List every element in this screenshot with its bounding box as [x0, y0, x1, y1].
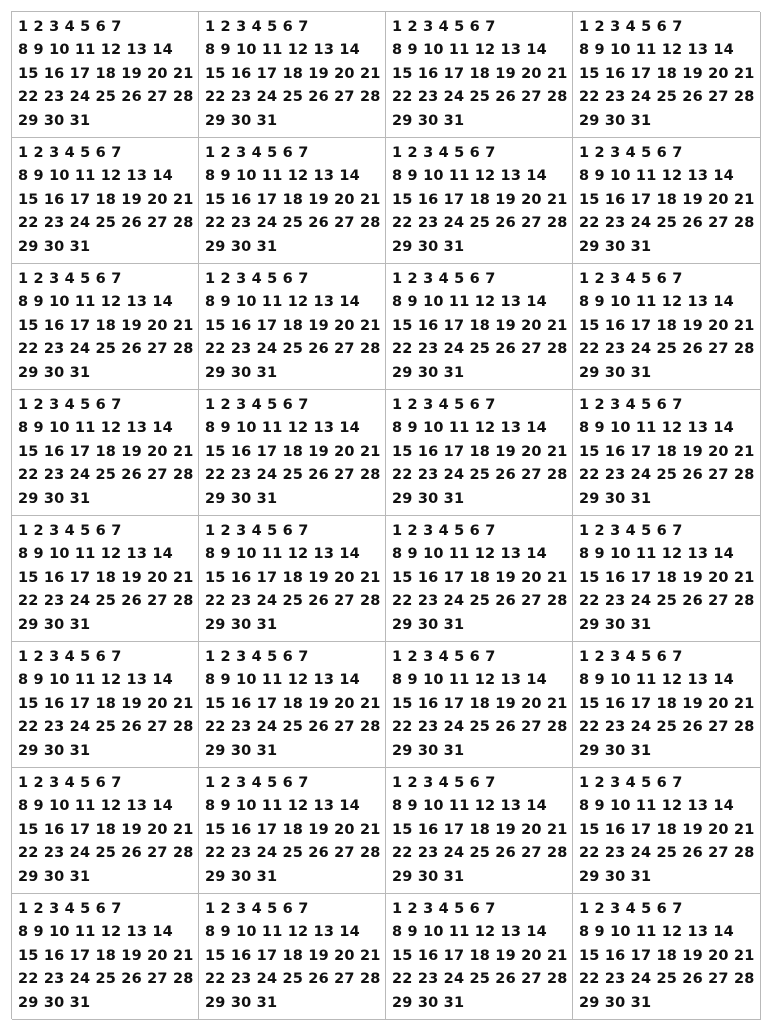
calendar-day-row: 1 2 3 4 5 6 7 — [392, 775, 496, 791]
calendar-card — [573, 894, 761, 1020]
calendar-day-row: 29 30 31 — [392, 238, 465, 255]
calendar-card — [386, 642, 573, 768]
calendar-day-row: 1 2 3 4 5 6 7 — [579, 271, 683, 287]
calendar-day-row: 22 23 24 25 26 27 28 — [392, 215, 568, 232]
calendar-day-row: 29 30 31 — [392, 490, 465, 507]
calendar-day-row: 1 2 3 4 5 6 7 — [579, 775, 683, 791]
calendar-card — [573, 642, 761, 768]
calendar-day-row: 1 2 3 4 5 6 7 — [205, 775, 309, 791]
calendar-day-row: 22 23 24 25 26 27 28 — [205, 215, 381, 232]
calendar-day-row: 8 9 10 11 12 13 14 — [579, 42, 734, 59]
calendar-day-row: 15 16 17 18 19 20 21 — [18, 443, 194, 460]
calendar-day-row: 22 23 24 25 26 27 28 — [18, 467, 194, 484]
calendar-day-row: 22 23 24 25 26 27 28 — [579, 971, 755, 988]
calendar-day-row: 22 23 24 25 26 27 28 — [579, 467, 755, 484]
calendar-day-row: 8 9 10 11 12 13 14 — [392, 42, 547, 59]
calendar-day-row: 15 16 17 18 19 20 21 — [18, 821, 194, 838]
calendar-day-row: 15 16 17 18 19 20 21 — [205, 695, 381, 712]
calendar-day-row: 22 23 24 25 26 27 28 — [18, 215, 194, 232]
calendar-day-row: 1 2 3 4 5 6 7 — [205, 397, 309, 413]
calendar-day-row: 29 30 31 — [579, 238, 652, 255]
calendar-day-row: 1 2 3 4 5 6 7 — [392, 901, 496, 917]
calendar-day-row: 15 16 17 18 19 20 21 — [579, 65, 755, 82]
calendar-day-row: 29 30 31 — [392, 742, 465, 759]
calendar-day-row: 22 23 24 25 26 27 28 — [579, 593, 755, 610]
calendar-day-row: 29 30 31 — [579, 490, 652, 507]
calendar-day-row: 15 16 17 18 19 20 21 — [205, 821, 381, 838]
calendar-day-row: 22 23 24 25 26 27 28 — [392, 467, 568, 484]
calendar-card — [573, 516, 761, 642]
calendar-day-row: 1 2 3 4 5 6 7 — [579, 145, 683, 161]
calendar-day-row: 1 2 3 4 5 6 7 — [392, 19, 496, 35]
calendar-day-row: 8 9 10 11 12 13 14 — [579, 546, 734, 563]
calendar-day-row: 29 30 31 — [205, 364, 278, 381]
calendar-card — [199, 894, 386, 1020]
calendar-day-row: 8 9 10 11 12 13 14 — [205, 924, 360, 941]
calendar-card — [386, 768, 573, 894]
calendar-day-row: 1 2 3 4 5 6 7 — [205, 145, 309, 161]
calendar-day-row: 22 23 24 25 26 27 28 — [205, 971, 381, 988]
calendar-day-row: 22 23 24 25 26 27 28 — [205, 593, 381, 610]
calendar-day-row: 29 30 31 — [392, 112, 465, 129]
calendar-day-row: 8 9 10 11 12 13 14 — [205, 546, 360, 563]
calendar-day-row: 8 9 10 11 12 13 14 — [392, 672, 547, 689]
calendar-day-row: 29 30 31 — [579, 364, 652, 381]
calendar-card — [573, 264, 761, 390]
calendar-day-row: 1 2 3 4 5 6 7 — [579, 523, 683, 539]
calendar-day-row: 8 9 10 11 12 13 14 — [392, 924, 547, 941]
calendar-day-row: 1 2 3 4 5 6 7 — [18, 145, 122, 161]
calendar-day-row: 8 9 10 11 12 13 14 — [205, 420, 360, 437]
calendar-day-row: 15 16 17 18 19 20 21 — [18, 191, 194, 208]
calendar-day-row: 22 23 24 25 26 27 28 — [392, 719, 568, 736]
calendar-day-row: 15 16 17 18 19 20 21 — [579, 947, 755, 964]
calendar-day-row: 22 23 24 25 26 27 28 — [18, 971, 194, 988]
calendar-day-row: 29 30 31 — [205, 994, 278, 1011]
calendar-day-row: 1 2 3 4 5 6 7 — [579, 901, 683, 917]
calendar-day-row: 29 30 31 — [205, 490, 278, 507]
calendar-day-row: 1 2 3 4 5 6 7 — [18, 649, 122, 665]
calendar-day-row: 8 9 10 11 12 13 14 — [205, 42, 360, 59]
calendar-day-row: 1 2 3 4 5 6 7 — [18, 19, 122, 35]
calendar-day-row: 1 2 3 4 5 6 7 — [205, 649, 309, 665]
calendar-day-row: 15 16 17 18 19 20 21 — [205, 947, 381, 964]
calendar-day-row: 29 30 31 — [205, 616, 278, 633]
calendar-day-row: 8 9 10 11 12 13 14 — [579, 168, 734, 185]
calendar-day-row: 29 30 31 — [18, 868, 91, 885]
calendar-day-row: 29 30 31 — [18, 490, 91, 507]
calendar-day-row: 1 2 3 4 5 6 7 — [392, 271, 496, 287]
calendar-day-row: 1 2 3 4 5 6 7 — [18, 271, 122, 287]
calendar-day-row: 15 16 17 18 19 20 21 — [205, 191, 381, 208]
calendar-day-row: 8 9 10 11 12 13 14 — [579, 798, 734, 815]
calendar-day-row: 15 16 17 18 19 20 21 — [205, 65, 381, 82]
calendar-day-row: 15 16 17 18 19 20 21 — [579, 191, 755, 208]
calendar-day-row: 1 2 3 4 5 6 7 — [579, 19, 683, 35]
calendar-day-row: 8 9 10 11 12 13 14 — [18, 546, 173, 563]
calendar-day-row: 8 9 10 11 12 13 14 — [18, 42, 173, 59]
calendar-day-row: 15 16 17 18 19 20 21 — [18, 65, 194, 82]
calendar-day-row: 1 2 3 4 5 6 7 — [392, 523, 496, 539]
calendar-day-row: 1 2 3 4 5 6 7 — [205, 523, 309, 539]
calendar-day-row: 15 16 17 18 19 20 21 — [205, 317, 381, 334]
calendar-day-row: 29 30 31 — [18, 742, 91, 759]
calendar-day-row: 15 16 17 18 19 20 21 — [392, 65, 568, 82]
calendar-day-row: 8 9 10 11 12 13 14 — [18, 924, 173, 941]
calendar-day-row: 1 2 3 4 5 6 7 — [18, 523, 122, 539]
calendar-day-row: 22 23 24 25 26 27 28 — [392, 845, 568, 862]
calendar-day-row: 8 9 10 11 12 13 14 — [579, 294, 734, 311]
calendar-day-row: 29 30 31 — [392, 994, 465, 1011]
calendar-day-row: 1 2 3 4 5 6 7 — [392, 397, 496, 413]
calendar-day-row: 15 16 17 18 19 20 21 — [579, 317, 755, 334]
calendar-day-row: 29 30 31 — [205, 868, 278, 885]
calendar-day-row: 22 23 24 25 26 27 28 — [205, 467, 381, 484]
calendar-day-row: 29 30 31 — [579, 742, 652, 759]
calendar-card — [199, 12, 386, 138]
calendar-day-row: 29 30 31 — [392, 868, 465, 885]
calendar-day-row: 22 23 24 25 26 27 28 — [392, 593, 568, 610]
calendar-card — [573, 390, 761, 516]
calendar-day-row: 22 23 24 25 26 27 28 — [579, 89, 755, 106]
calendar-day-row: 8 9 10 11 12 13 14 — [579, 924, 734, 941]
calendar-day-row: 15 16 17 18 19 20 21 — [392, 821, 568, 838]
calendar-day-row: 22 23 24 25 26 27 28 — [205, 845, 381, 862]
calendar-day-row: 8 9 10 11 12 13 14 — [18, 420, 173, 437]
calendar-card — [12, 390, 199, 516]
calendar-day-row: 1 2 3 4 5 6 7 — [392, 145, 496, 161]
calendar-day-row: 29 30 31 — [18, 616, 91, 633]
calendar-day-row: 8 9 10 11 12 13 14 — [18, 798, 173, 815]
calendar-day-row: 15 16 17 18 19 20 21 — [392, 695, 568, 712]
calendar-card — [199, 768, 386, 894]
calendar-card — [573, 768, 761, 894]
calendar-day-row: 22 23 24 25 26 27 28 — [579, 215, 755, 232]
calendar-day-row: 15 16 17 18 19 20 21 — [205, 569, 381, 586]
calendar-day-row: 1 2 3 4 5 6 7 — [392, 649, 496, 665]
calendar-day-row: 15 16 17 18 19 20 21 — [579, 443, 755, 460]
calendar-day-row: 29 30 31 — [392, 364, 465, 381]
calendar-day-row: 1 2 3 4 5 6 7 — [579, 649, 683, 665]
calendar-day-row: 29 30 31 — [18, 994, 91, 1011]
calendar-day-row: 15 16 17 18 19 20 21 — [18, 695, 194, 712]
calendar-day-row: 22 23 24 25 26 27 28 — [18, 341, 194, 358]
calendar-card — [12, 12, 199, 138]
calendar-card — [12, 894, 199, 1020]
calendar-day-row: 15 16 17 18 19 20 21 — [579, 695, 755, 712]
calendar-day-row: 8 9 10 11 12 13 14 — [205, 672, 360, 689]
calendar-day-row: 29 30 31 — [579, 112, 652, 129]
calendar-day-row: 29 30 31 — [579, 868, 652, 885]
calendar-day-row: 22 23 24 25 26 27 28 — [392, 971, 568, 988]
calendar-card — [12, 768, 199, 894]
calendar-card-sheet — [11, 11, 760, 1019]
calendar-day-row: 15 16 17 18 19 20 21 — [392, 443, 568, 460]
calendar-card — [386, 390, 573, 516]
calendar-day-row: 8 9 10 11 12 13 14 — [205, 168, 360, 185]
calendar-day-row: 22 23 24 25 26 27 28 — [392, 89, 568, 106]
calendar-day-row: 22 23 24 25 26 27 28 — [18, 89, 194, 106]
calendar-day-row: 8 9 10 11 12 13 14 — [18, 294, 173, 311]
calendar-card — [199, 264, 386, 390]
calendar-card — [199, 642, 386, 768]
calendar-card — [386, 264, 573, 390]
calendar-day-row: 15 16 17 18 19 20 21 — [18, 569, 194, 586]
calendar-day-row: 15 16 17 18 19 20 21 — [392, 317, 568, 334]
calendar-day-row: 15 16 17 18 19 20 21 — [392, 569, 568, 586]
calendar-day-row: 29 30 31 — [18, 364, 91, 381]
calendar-card — [573, 138, 761, 264]
calendar-day-row: 8 9 10 11 12 13 14 — [392, 546, 547, 563]
calendar-day-row: 15 16 17 18 19 20 21 — [205, 443, 381, 460]
calendar-day-row: 8 9 10 11 12 13 14 — [579, 420, 734, 437]
calendar-day-row: 8 9 10 11 12 13 14 — [579, 672, 734, 689]
calendar-day-row: 29 30 31 — [205, 238, 278, 255]
calendar-card — [199, 516, 386, 642]
calendar-day-row: 22 23 24 25 26 27 28 — [392, 341, 568, 358]
calendar-card — [12, 642, 199, 768]
calendar-day-row: 1 2 3 4 5 6 7 — [205, 271, 309, 287]
calendar-day-row: 1 2 3 4 5 6 7 — [18, 397, 122, 413]
calendar-day-row: 15 16 17 18 19 20 21 — [18, 947, 194, 964]
calendar-day-row: 29 30 31 — [579, 616, 652, 633]
calendar-day-row: 8 9 10 11 12 13 14 — [392, 798, 547, 815]
calendar-day-row: 29 30 31 — [392, 616, 465, 633]
calendar-day-row: 8 9 10 11 12 13 14 — [392, 294, 547, 311]
calendar-day-row: 1 2 3 4 5 6 7 — [18, 901, 122, 917]
calendar-day-row: 22 23 24 25 26 27 28 — [205, 341, 381, 358]
calendar-day-row: 22 23 24 25 26 27 28 — [18, 719, 194, 736]
calendar-day-row: 15 16 17 18 19 20 21 — [579, 569, 755, 586]
calendar-day-row: 29 30 31 — [205, 112, 278, 129]
calendar-day-row: 22 23 24 25 26 27 28 — [579, 719, 755, 736]
calendar-card — [199, 390, 386, 516]
calendar-day-row: 15 16 17 18 19 20 21 — [392, 947, 568, 964]
calendar-day-row: 29 30 31 — [205, 742, 278, 759]
calendar-day-row: 8 9 10 11 12 13 14 — [18, 168, 173, 185]
calendar-day-row: 8 9 10 11 12 13 14 — [392, 420, 547, 437]
calendar-day-row: 29 30 31 — [18, 238, 91, 255]
calendar-day-row: 15 16 17 18 19 20 21 — [579, 821, 755, 838]
calendar-day-row: 1 2 3 4 5 6 7 — [579, 397, 683, 413]
calendar-card — [12, 264, 199, 390]
calendar-day-row: 22 23 24 25 26 27 28 — [18, 593, 194, 610]
calendar-day-row: 22 23 24 25 26 27 28 — [205, 89, 381, 106]
calendar-card — [386, 12, 573, 138]
calendar-card — [12, 516, 199, 642]
calendar-day-row: 1 2 3 4 5 6 7 — [205, 19, 309, 35]
calendar-day-row: 1 2 3 4 5 6 7 — [18, 775, 122, 791]
calendar-day-row: 22 23 24 25 26 27 28 — [579, 845, 755, 862]
calendar-card — [199, 138, 386, 264]
calendar-card — [12, 138, 199, 264]
calendar-day-row: 15 16 17 18 19 20 21 — [392, 191, 568, 208]
calendar-day-row: 29 30 31 — [579, 994, 652, 1011]
calendar-day-row: 8 9 10 11 12 13 14 — [392, 168, 547, 185]
calendar-day-row: 8 9 10 11 12 13 14 — [205, 294, 360, 311]
calendar-day-row: 1 2 3 4 5 6 7 — [205, 901, 309, 917]
calendar-day-row: 8 9 10 11 12 13 14 — [205, 798, 360, 815]
calendar-day-row: 22 23 24 25 26 27 28 — [579, 341, 755, 358]
calendar-card — [386, 516, 573, 642]
calendar-day-row: 22 23 24 25 26 27 28 — [205, 719, 381, 736]
calendar-day-row: 22 23 24 25 26 27 28 — [18, 845, 194, 862]
calendar-card — [573, 12, 761, 138]
calendar-card — [386, 138, 573, 264]
calendar-day-row: 29 30 31 — [18, 112, 91, 129]
calendar-day-row: 8 9 10 11 12 13 14 — [18, 672, 173, 689]
calendar-card — [386, 894, 573, 1020]
calendar-day-row: 15 16 17 18 19 20 21 — [18, 317, 194, 334]
